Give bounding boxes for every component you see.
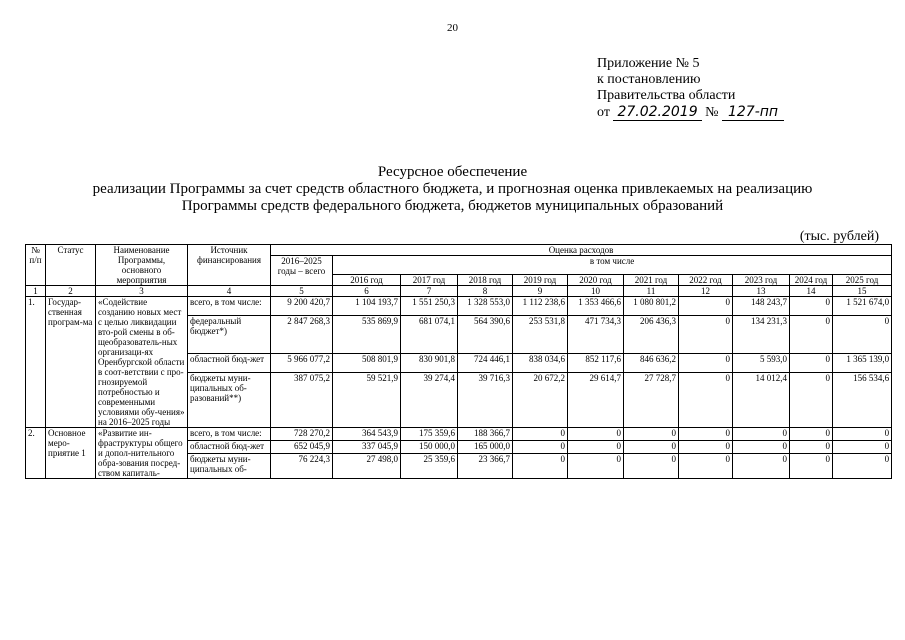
value-cell: 0 — [624, 454, 679, 479]
value-cell: 0 — [833, 428, 892, 441]
value-cell: 148 243,7 — [733, 297, 790, 316]
row-name: «Содействие созданию новых мест с целью ликвидации вто-рой смены в об-щеобразователь-ных организаци-ях Оренбургской области в соот-ветствии с про-гнозируемой потребностью и современными условиями обу-чения» на 2016–2025 годы — [96, 297, 188, 428]
row-source: областной бюд-жет — [188, 441, 271, 454]
header-year: 2025 год — [833, 275, 892, 286]
value-cell: 1 080 801,2 — [624, 297, 679, 316]
column-index-cell: 8 — [458, 286, 513, 297]
column-index-cell: 15 — [833, 286, 892, 297]
value-cell: 1 365 139,0 — [833, 353, 892, 372]
row-status: Государ-ственная програм-ма — [46, 297, 96, 428]
title-line-3: Программы средств федерального бюджета, бюджетов муниципальных образований — [181, 198, 724, 214]
value-cell: 0 — [733, 454, 790, 479]
value-cell: 0 — [513, 454, 568, 479]
appendix-line-2: к постановлению — [597, 72, 701, 87]
row-source: федеральный бюджет*) — [188, 316, 271, 353]
value-cell: 0 — [513, 428, 568, 441]
value-cell: 0 — [790, 454, 833, 479]
value-cell: 1 551 250,3 — [401, 297, 458, 316]
value-cell: 5 966 077,2 — [271, 353, 333, 372]
value-cell: 5 593,0 — [733, 353, 790, 372]
value-cell: 2 847 268,3 — [271, 316, 333, 353]
value-cell: 337 045,9 — [333, 441, 401, 454]
row-source: областной бюд-жет — [188, 353, 271, 372]
column-index-cell: 6 — [333, 286, 401, 297]
value-cell: 0 — [513, 441, 568, 454]
value-cell: 564 390,6 — [458, 316, 513, 353]
value-cell: 0 — [833, 316, 892, 353]
value-cell: 0 — [790, 297, 833, 316]
header-num: № п/п — [26, 245, 46, 286]
table-row — [26, 297, 892, 316]
column-index-cell: 10 — [568, 286, 624, 297]
column-index-cell: 2 — [46, 286, 96, 297]
column-index-cell: 1 — [26, 286, 46, 297]
number-label: № — [705, 105, 719, 120]
value-cell: 0 — [679, 454, 733, 479]
value-cell: 76 224,3 — [271, 454, 333, 479]
header-estimate: Оценка расходов — [271, 245, 892, 256]
value-cell: 165 000,0 — [458, 441, 513, 454]
value-cell: 150 000,0 — [401, 441, 458, 454]
value-cell: 0 — [790, 316, 833, 353]
value-cell: 0 — [833, 441, 892, 454]
appendix-line-1: Приложение № 5 — [597, 56, 700, 71]
row-number: 1. — [26, 297, 46, 428]
value-cell: 20 672,2 — [513, 373, 568, 428]
header-year: 2020 год — [568, 275, 624, 286]
value-cell: 0 — [833, 454, 892, 479]
appendix-date-line — [597, 104, 784, 121]
value-cell: 0 — [568, 454, 624, 479]
header-including: в том числе — [333, 256, 892, 275]
resource-table — [25, 244, 892, 479]
value-cell: 652 045,9 — [271, 441, 333, 454]
value-cell: 0 — [679, 316, 733, 353]
value-cell: 9 200 420,7 — [271, 297, 333, 316]
value-cell: 535 869,9 — [333, 316, 401, 353]
value-cell: 846 636,2 — [624, 353, 679, 372]
value-cell: 29 614,7 — [568, 373, 624, 428]
row-source: всего, в том числе: — [188, 428, 271, 441]
value-cell: 0 — [624, 428, 679, 441]
row-status: Основное меро-приятие 1 — [46, 428, 96, 479]
value-cell: 59 521,9 — [333, 373, 401, 428]
value-cell: 0 — [624, 441, 679, 454]
value-cell: 0 — [790, 441, 833, 454]
value-cell: 134 231,3 — [733, 316, 790, 353]
value-cell: 852 117,6 — [568, 353, 624, 372]
value-cell: 508 801,9 — [333, 353, 401, 372]
value-cell: 0 — [679, 373, 733, 428]
value-cell: 27 728,7 — [624, 373, 679, 428]
column-index-cell: 14 — [790, 286, 833, 297]
column-index-cell: 4 — [188, 286, 271, 297]
handwritten-number: 127-пп — [722, 104, 784, 121]
header-year: 2018 год — [458, 275, 513, 286]
page-number: 20 — [447, 22, 458, 34]
value-cell: 39 716,3 — [458, 373, 513, 428]
value-cell: 0 — [733, 428, 790, 441]
title-line-1: Ресурсное обеспечение — [377, 164, 528, 180]
value-cell: 0 — [790, 373, 833, 428]
value-cell: 728 270,2 — [271, 428, 333, 441]
value-cell: 0 — [679, 353, 733, 372]
value-cell: 253 531,8 — [513, 316, 568, 353]
from-label: от — [597, 105, 610, 120]
value-cell: 0 — [790, 428, 833, 441]
appendix-block — [597, 56, 784, 121]
value-cell: 838 034,6 — [513, 353, 568, 372]
value-cell: 387 075,2 — [271, 373, 333, 428]
column-index-cell: 13 — [733, 286, 790, 297]
value-cell: 364 543,9 — [333, 428, 401, 441]
value-cell: 23 366,7 — [458, 454, 513, 479]
header-name: Наименование Программы, основного мероприятия — [96, 245, 188, 286]
column-index-cell: 9 — [513, 286, 568, 297]
value-cell: 188 366,7 — [458, 428, 513, 441]
row-name: «Развитие ин-фраструктуры общего и допол-нительного обра-зования посред-ством капиталь- — [96, 428, 188, 479]
row-number: 2. — [26, 428, 46, 479]
value-cell: 27 498,0 — [333, 454, 401, 479]
value-cell: 681 074,1 — [401, 316, 458, 353]
header-year: 2022 год — [679, 275, 733, 286]
column-index-cell: 5 — [271, 286, 333, 297]
value-cell: 0 — [733, 441, 790, 454]
header-source: Источник финансирования — [188, 245, 271, 286]
value-cell: 0 — [568, 441, 624, 454]
value-cell: 25 359,6 — [401, 454, 458, 479]
value-cell: 14 012,4 — [733, 373, 790, 428]
value-cell: 175 359,6 — [401, 428, 458, 441]
row-source: бюджеты муни-ципальных об-разований**) — [188, 373, 271, 428]
header-year: 2016 год — [333, 275, 401, 286]
title-line-2: реализации Программы за счет средств областного бюджета, и прогнозная оценка привлекаемых на реализацию — [92, 181, 813, 197]
value-cell: 1 353 466,6 — [568, 297, 624, 316]
header-total: 2016–2025 годы – всего — [271, 256, 333, 286]
header-year: 2019 год — [513, 275, 568, 286]
row-source: бюджеты муни-ципальных об- — [188, 454, 271, 479]
units-label: (тыс. рублей) — [799, 229, 879, 244]
column-index-row — [26, 286, 892, 297]
value-cell: 1 112 238,6 — [513, 297, 568, 316]
value-cell: 1 328 553,0 — [458, 297, 513, 316]
column-index-cell: 11 — [624, 286, 679, 297]
document-title — [0, 164, 905, 215]
value-cell: 39 274,4 — [401, 373, 458, 428]
row-source: всего, в том числе: — [188, 297, 271, 316]
value-cell: 471 734,3 — [568, 316, 624, 353]
table-row — [26, 428, 892, 441]
header-year: 2024 год — [790, 275, 833, 286]
column-index-cell: 3 — [96, 286, 188, 297]
handwritten-date: 27.02.2019 — [613, 104, 701, 121]
value-cell: 0 — [679, 428, 733, 441]
value-cell: 1 521 674,0 — [833, 297, 892, 316]
value-cell: 206 436,3 — [624, 316, 679, 353]
header-year: 2021 год — [624, 275, 679, 286]
value-cell: 0 — [679, 297, 733, 316]
value-cell: 830 901,8 — [401, 353, 458, 372]
column-index-cell: 12 — [679, 286, 733, 297]
table-body — [26, 297, 892, 479]
value-cell: 0 — [568, 428, 624, 441]
value-cell: 156 534,6 — [833, 373, 892, 428]
header-year: 2017 год — [401, 275, 458, 286]
appendix-line-3: Правительства области — [597, 88, 736, 103]
column-index-cell: 7 — [401, 286, 458, 297]
value-cell: 0 — [790, 353, 833, 372]
header-status: Статус — [46, 245, 96, 286]
value-cell: 724 446,1 — [458, 353, 513, 372]
header-year: 2023 год — [733, 275, 790, 286]
value-cell: 0 — [679, 441, 733, 454]
value-cell: 1 104 193,7 — [333, 297, 401, 316]
